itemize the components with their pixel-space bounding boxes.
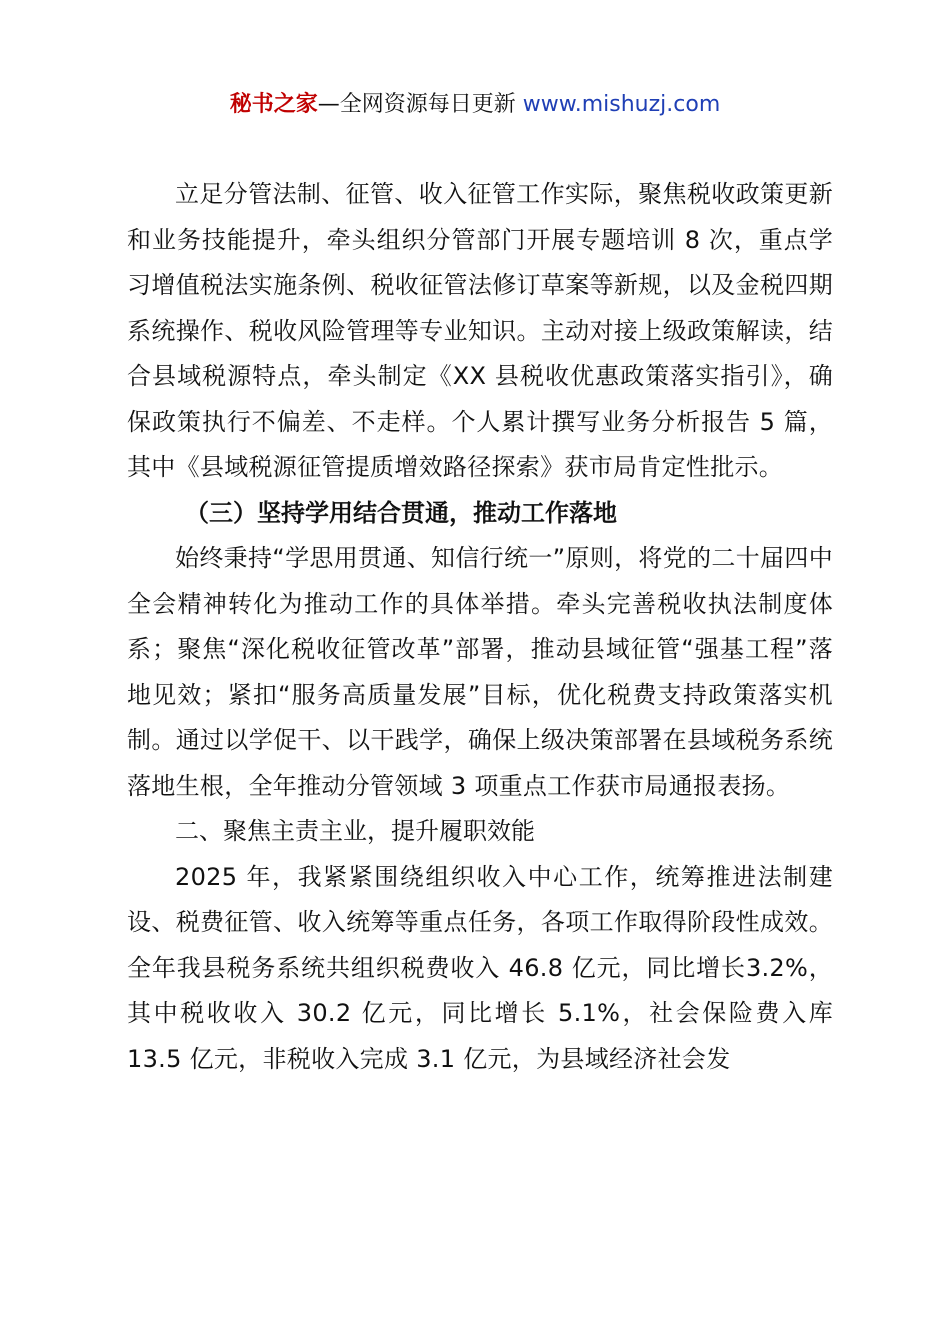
section-heading-duties: 二、聚焦主责主业，提升履职效能 xyxy=(175,817,535,845)
paragraph-revenue: 2025 年，我紧紧围绕组织收入中心工作，统筹推进法制建设、税费征管、收入统筹等重点任务，各项工作取得阶段性成效。全年我县税务系统共组织税费收入 46.8 亿元，同比增长3.2%，其中税收收入 30.2 亿元，同比增长 5.1%，社会保险费入库 13.5 亿元，非税收入完成 3.1 亿元，为县域经济社会发 xyxy=(127,862,833,1073)
site-header xyxy=(0,88,950,122)
document-body xyxy=(127,172,833,1082)
subheading-learning-application: （三）坚持学用结合贯通，推动工作落地 xyxy=(185,498,617,527)
paragraph-training: 立足分管法制、征管、收入征管工作实际，聚焦税收政策更新和业务技能提升，牵头组织分管部门开展专题培训 8 次，重点学习增值税法实施条例、税收征管法修订草案等新规，以及金税四期系统操作、税收风险管理等专业知识。主动对接上级政策解读，结合县域税源特点，牵头制定《XX 县税收优惠政策落实指引》，确保政策执行不偏差、不走样。个人累计撰写业务分析报告 5 篇，其中《县域税源征管提质增效路径探索》获市局肯定性批示。 xyxy=(127,180,833,481)
header-dash: — xyxy=(317,92,340,117)
paragraph-implementation: 始终秉持“学思用贯通、知信行统一”原则，将党的二十届四中全会精神转化为推动工作的具体举措。牵头完善税收执法制度体系；聚焦“深化税收征管改革”部署，推动县域征管“强基工程”落地见效；紧扣“服务高质量发展”目标，优化税费支持政策落实机制。通过以学促干、以干践学，确保上级决策部署在县域税务系统落地生根，全年推动分管领域 3 项重点工作获市局通报表扬。 xyxy=(127,544,833,800)
site-url-link[interactable]: www.mishuzj.com xyxy=(522,92,721,117)
header-slogan: 全网资源每日更新 xyxy=(339,92,523,117)
brand-name: 秘书之家 xyxy=(229,92,318,117)
